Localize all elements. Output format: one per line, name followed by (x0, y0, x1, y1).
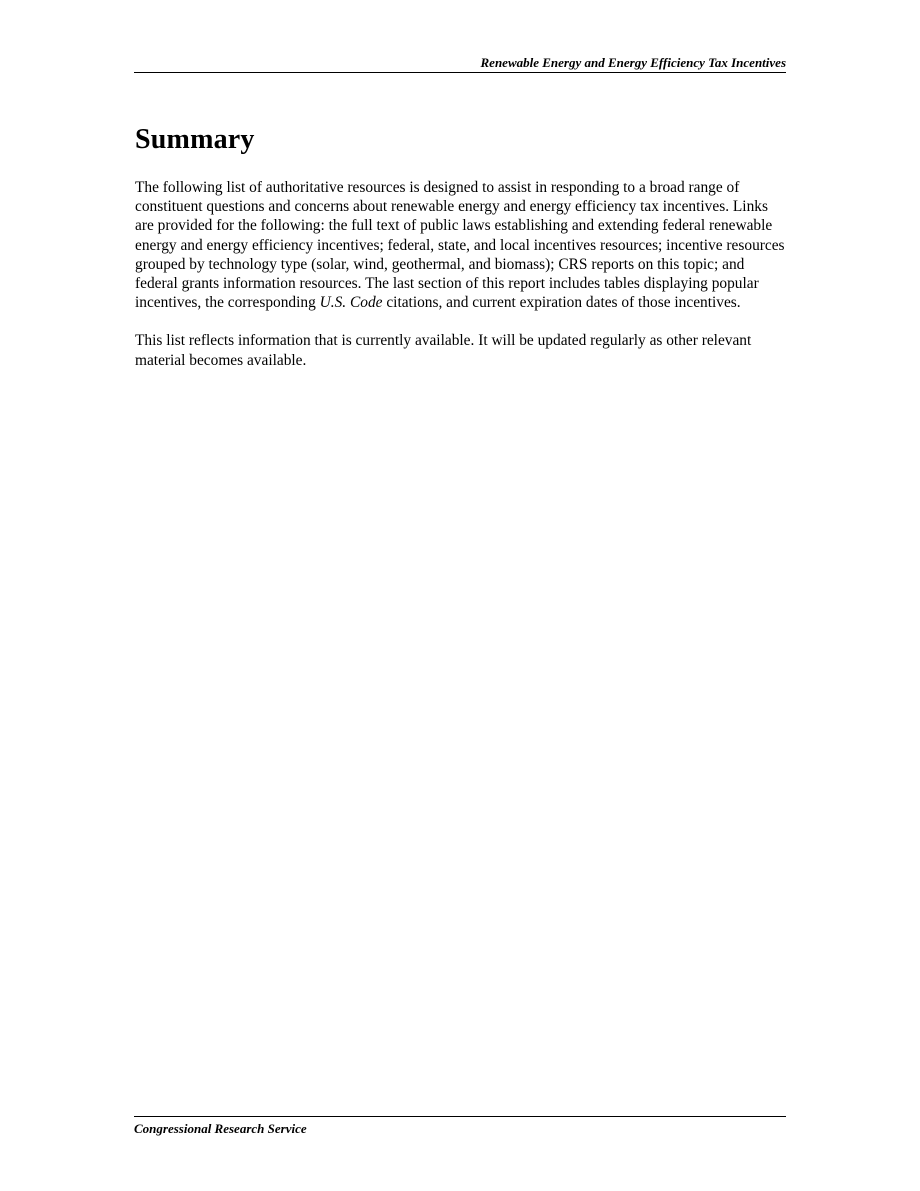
running-footer (134, 1116, 786, 1137)
summary-paragraph-2: This list reflects information that is currently available. It will be updated regularly as other relevant material becomes available. (135, 332, 752, 369)
section-heading: Summary (135, 124, 255, 155)
summary-paragraph-1 (135, 178, 786, 312)
running-header (134, 56, 786, 73)
paragraph-1-text-end: citations, and current expiration dates of those incentives. (382, 294, 741, 312)
paragraph-1-text-start: The following list of authoritative resources is designed to assist in responding to a broad range of constituent questions and concerns about renewable energy and energy efficiency tax incentives. Links are provided for the following: the full text of public laws establishing and extending federal renewable energy and energy efficiency incentives; federal, state, and local incentives resources; incentive resources grouped by technology type (solar, wind, geothermal, and biomass); CRS reports on this topic; and federal grants information resources. The last section of this report includes tables displaying popular incentives, the corresponding (135, 179, 785, 312)
us-code-italic-text: U.S. Code (319, 294, 383, 312)
footer-organization: Congressional Research Service (134, 1121, 307, 1136)
summary-section (135, 120, 786, 370)
running-header-title: Renewable Energy and Energy Efficiency Tax Incentives (480, 55, 786, 70)
